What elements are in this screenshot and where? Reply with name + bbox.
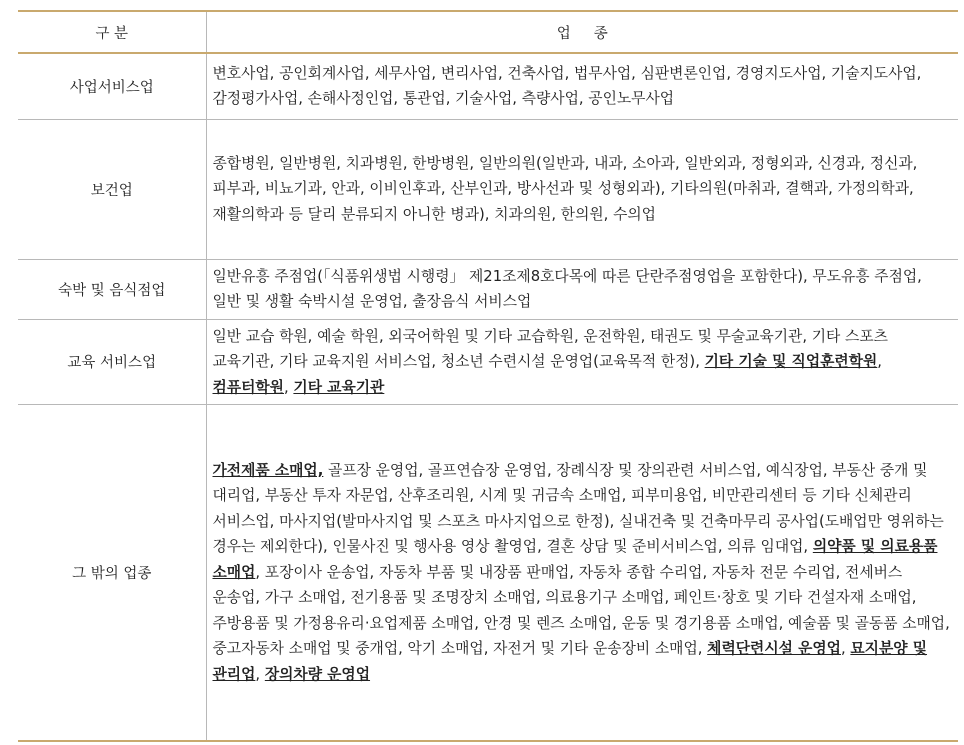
category-cell: 사업서비스업 bbox=[18, 53, 206, 119]
category-cell: 보건업 bbox=[18, 119, 206, 259]
highlighted-industry: 장의차량 운영업 bbox=[264, 665, 371, 683]
industry-cell bbox=[206, 405, 958, 741]
category-cell: 교육 서비스업 bbox=[18, 319, 206, 405]
industry-cell bbox=[206, 319, 958, 405]
highlighted-industry: 의약품 및 의료용품 소매업 bbox=[212, 538, 938, 581]
table-header-row bbox=[18, 11, 958, 53]
industry-text: 골프장 운영업, 골프연습장 운영업, 장례식장 및 장의관련 서비스업, 예식장업, 부동산 중개 및 대리업, 부동산 투자 자문업, 산후조리원, 시계 및 귀금속 소매업, 피부미용업, 비만관리센터 등 기타 신체관리 서비스업, 마사지업(발마사지업 및 스포츠 마사지업으로 한정), 실내건축 및 건축마무리 공사업(도배업만 영위하는 경우는 제외한다), 인물사진 및 행사용 영상 촬영업, 결혼 상담 및 준비서비스업, 의류 임대업, bbox=[212, 461, 944, 555]
table-row bbox=[18, 259, 958, 319]
industry-text: 일반 교습 학원, 예술 학원, 외국어학원 및 기타 교습학원, 운전학원, 태권도 및 무술교육기관, 기타 스포츠 교육기관, 기타 교육지원 서비스업, 청소년 수련시설 운영업(교육목적 한정), bbox=[212, 327, 888, 370]
industry-text: , bbox=[283, 378, 294, 396]
table-row bbox=[18, 53, 958, 119]
industry-cell bbox=[206, 53, 958, 119]
category-cell: 그 밖의 업종 bbox=[18, 405, 206, 741]
highlighted-industry: 컴퓨터학원 bbox=[212, 378, 284, 396]
industry-text: , 포장이사 운송업, 자동차 부품 및 내장품 판매업, 자동차 종합 수리업, 자동차 전문 수리업, 전세버스 운송업, 가구 소매업, 전기용품 및 조명장치 소매업, 의료용기구 소매업, 페인트·창호 및 기타 건설자재 소매업, 주방용품 및 가정용유리·요업제품 소매업, 안경 및 렌즈 소매업, 운동 및 경기용품 소매업, 예술품 및 골동품 소매업, 중고자동차 소매업 및 중개업, 악기 소매업, 자전거 및 기타 운송장비 소매업, bbox=[212, 563, 950, 657]
header-category: 구 분 bbox=[18, 11, 206, 53]
highlighted-industry: 기타 교육기관 bbox=[293, 378, 385, 396]
category-cell: 숙박 및 음식점업 bbox=[18, 259, 206, 319]
highlighted-industry: 기타 기술 및 직업훈련학원 bbox=[704, 353, 878, 370]
table-row bbox=[18, 119, 958, 259]
table-row bbox=[18, 405, 958, 741]
highlighted-industry: 체력단련시설 운영업 bbox=[707, 640, 841, 657]
industry-text: , bbox=[840, 640, 851, 657]
industry-cell bbox=[206, 119, 958, 259]
industry-text: 일반유흥 주점업(「식품위생법 시행령」 제21조제8호다목에 따른 단란주점영업을 포함한다), 무도유흥 주점업, 일반 및 생활 숙박시설 운영업, 출장음식 서비스업 bbox=[212, 267, 922, 310]
industry-text: , bbox=[877, 353, 883, 370]
highlighted-industry: 가전제품 소매업, bbox=[212, 461, 324, 479]
header-industry: 업 종 bbox=[206, 11, 958, 53]
industry-text: , bbox=[255, 665, 265, 683]
industry-text: 변호사업, 공인회계사업, 세무사업, 변리사업, 건축사업, 법무사업, 심판변론인업, 경영지도사업, 기술지도사업, 감정평가사업, 손해사정인업, 통관업, 기술사업, 측량사업, 공인노무사업 bbox=[212, 64, 922, 108]
industry-cell bbox=[206, 259, 958, 319]
table-row bbox=[18, 319, 958, 405]
industry-text: 종합병원, 일반병원, 치과병원, 한방병원, 일반의원(일반과, 내과, 소아과, 일반외과, 정형외과, 신경과, 정신과, 피부과, 비뇨기과, 안과, 이비인후과, 산부인과, 방사선과 및 성형외과), 기타의원(마취과, 결핵과, 가정의학과, 재활의학과 등 달리 분류되지 아니한 병과), 치과의원, 한의원, 수의업 bbox=[212, 154, 918, 223]
industry-table bbox=[18, 10, 958, 742]
highlighted-industry: 묘지분양 및 관리업 bbox=[212, 640, 928, 683]
